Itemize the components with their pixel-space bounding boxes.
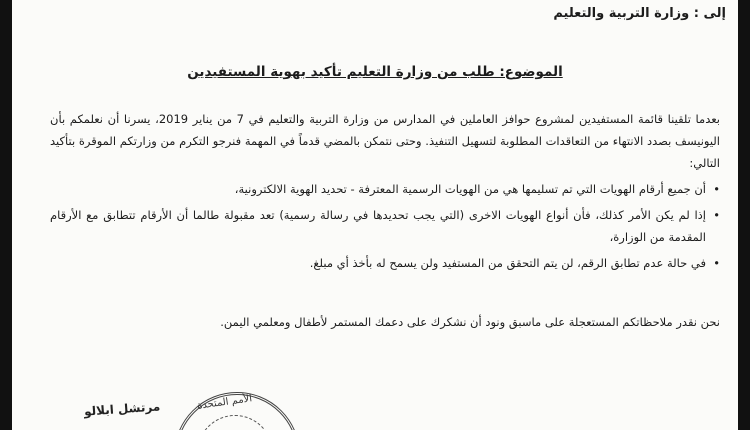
stamp-text: الأمم المتحدة [196, 393, 253, 412]
letter-body [50, 108, 720, 278]
closing-paragraph: نحن نقدر ملاحظاتكم المستعجلة على ماسبق ونود أن نشكرك على دعمك المستمر لأطفال ومعلمي اليمن. [220, 315, 720, 329]
bullet-item: • في حالة عدم تطابق الرقم، لن يتم التحقق من المستفيد ولن يسمح له بأخذ أي مبلغ. [50, 252, 706, 274]
subject-text: الموضوع: طلب من وزارة التعليم تأكيد بهوية المستفيدين [187, 64, 563, 80]
signature: مرتشل ابلالو [83, 399, 161, 419]
bullet-item: • إذا لم يكن الأمر كذلك، فأن أنواع الهويات الاخرى (التي يجب تحديدها في رسالة رسمية) تعد مقبولة طالما أن الأرقام تتطابق مع الأرقام المقدمة من الوزارة، [50, 204, 706, 248]
bullet-item: • أن جميع أرقام الهويات التي تم تسليمها هي من الهويات الرسمية المعترفة - تحديد الهوية الالكترونية، [50, 178, 706, 200]
stamp-inner-ring [197, 415, 273, 430]
official-stamp [174, 392, 300, 430]
subject-line [120, 64, 630, 80]
recipient-line: إلى : وزارة التربية والتعليم [553, 6, 726, 21]
letter-page [12, 0, 738, 430]
body-paragraph: بعدما تلقينا قائمة المستفيدين لمشروع حوافز العاملين في المدارس من وزارة التربية والتعليم في 7 من يناير 2019، يسرنا أن نعلمكم بأن اليونيسف بصدد الانتهاء من التعاقدات المطلوبة لتسهيل التنفيذ. وحتى نتمكن بالمضي قدماً في المهمة فنرجو التكرم من وزارتكم الموقرة بتأكيد التالي: [50, 112, 721, 170]
bullet-list [50, 178, 720, 274]
